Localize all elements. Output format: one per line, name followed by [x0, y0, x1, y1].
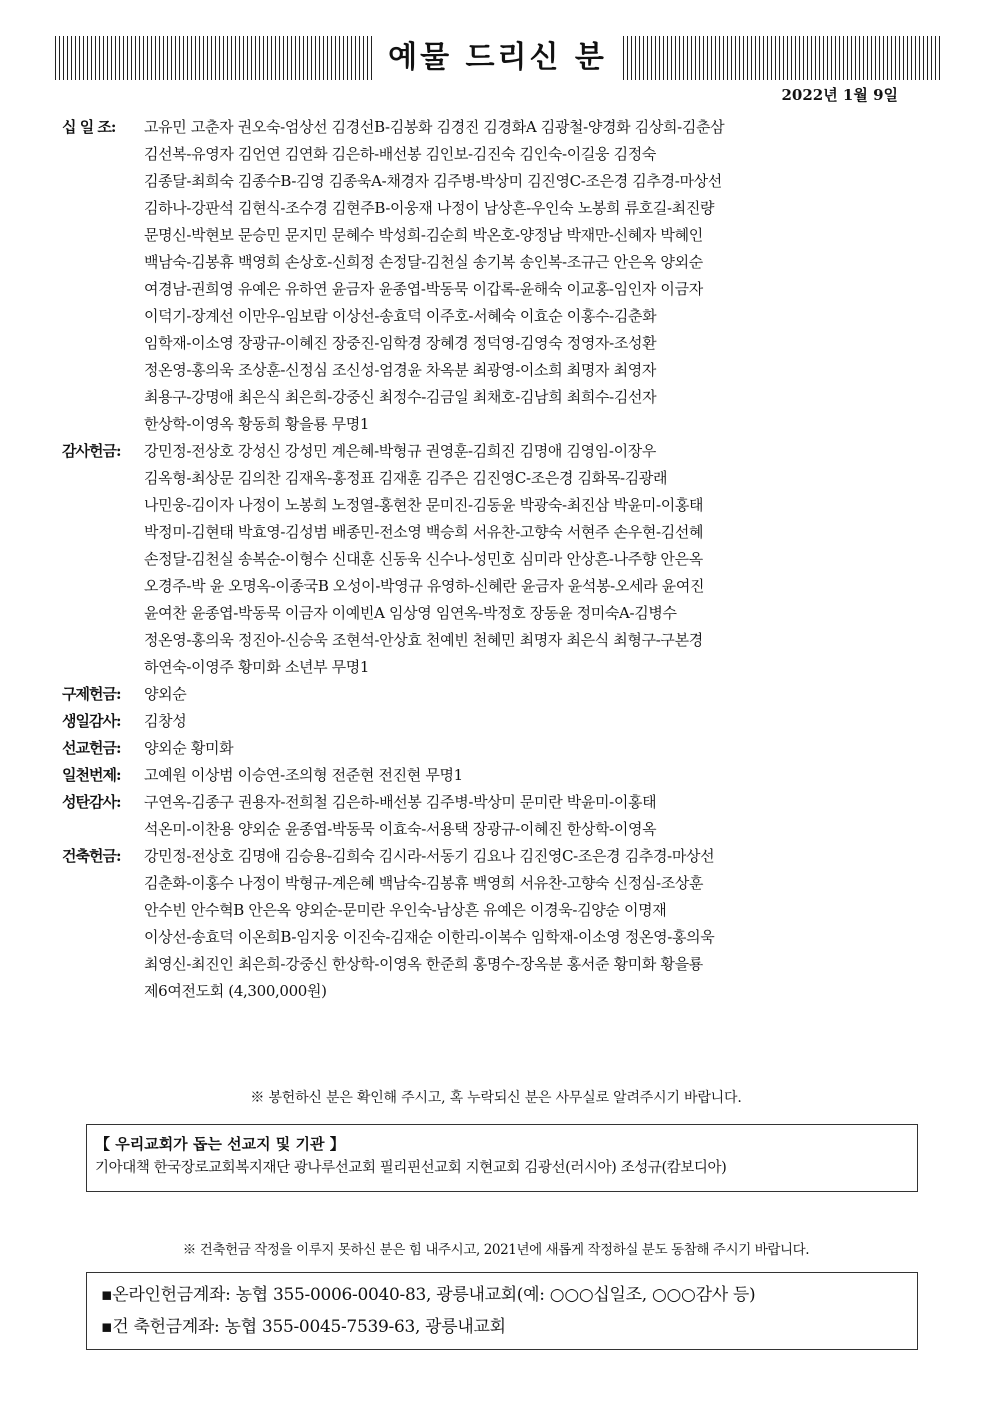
donor-line: 구연옥-김종구 권용자-전희철 김은하-배선봉 김주병-박상미 문미란 박윤미-이홍태 [144, 793, 657, 811]
donor-line: 오경주-박 윤 오명옥-이종국B 오성이-박영규 유영하-신혜란 윤금자 윤석봉-오세라 윤여진 [144, 577, 705, 595]
title-banner [55, 36, 940, 80]
donor-line: 고유민 고춘자 권오숙-엄상선 김경선B-김봉화 김경진 김경화A 김광철-양경화 김상희-김춘삼 [144, 118, 725, 136]
online-account: ▪온라인헌금계좌: 농협 355-0006-0040-83, 광릉내교회(예: ○○○십일조, ○○○감사 등) [101, 1285, 756, 1305]
donor-line: 강민정-전상호 강성신 강성민 계은혜-박형규 권영훈-김희진 김명애 김영임-이장우 [144, 442, 657, 460]
section-names [144, 708, 942, 735]
building-notice: ※ 건축헌금 작정을 이루지 못하신 분은 힘 내주시고, 2021년에 새롭게 작정하실 분도 동참해 주시기 바랍니다. [182, 1242, 810, 1258]
donor-line: 윤여찬 윤종엽-박동묵 이금자 이예빈A 임상영 임연옥-박정호 장동윤 정미숙A-김병수 [144, 604, 677, 622]
page-title: 예물 드리신 분 [374, 36, 621, 80]
section-names [144, 114, 942, 438]
offering-list [62, 114, 942, 1005]
donor-line: 백남숙-김봉휴 백영희 손상호-신희정 손정달-김천실 송기복 송인복-조규근 안은옥 양외순 [144, 253, 703, 271]
mission-box [86, 1124, 918, 1192]
donor-line: 이상선-송효덕 이온희B-임지웅 이진숙-김재순 이한리-이복수 임학재-이소영 정온영-홍의욱 [144, 928, 715, 946]
section-category: 생일감사: [62, 712, 121, 730]
section-category: 성탄감사: [62, 793, 121, 811]
offering-section [62, 843, 942, 1005]
donor-line: 임학재-이소영 장광규-이혜진 장중진-임학경 장혜경 정덕영-김영숙 정영자-조성환 [144, 334, 657, 352]
section-category: 일천번제: [62, 766, 121, 784]
donor-line: 정온영-홍의욱 정진아-신승욱 조현석-안상효 천예빈 천혜민 최명자 최은식 최형구-구본경 [144, 631, 703, 649]
section-category: 선교헌금: [62, 739, 121, 757]
donor-line: 최영신-최진인 최은희-강중신 한상학-이영옥 한준희 홍명수-장옥분 홍서준 황미화 황을룡 [144, 955, 703, 973]
section-names [144, 735, 942, 762]
section-category: 건축헌금: [62, 847, 121, 865]
section-category: 구제헌금: [62, 685, 121, 703]
donor-line: 강민정-전상호 김명애 김승용-김희숙 김시라-서동기 김요나 김진영C-조은경 김추경-마상선 [144, 847, 715, 865]
section-names [144, 681, 942, 708]
offering-section [62, 681, 942, 708]
donor-line: 석온미-이찬용 양외순 윤종엽-박동묵 이효숙-서용택 장광규-이혜진 한상학-이영옥 [144, 820, 657, 838]
offering-section [62, 438, 942, 681]
donor-line: 김종달-최희숙 김종수B-김영 김종욱A-채경자 김주병-박상미 김진영C-조은경 김추경-마상선 [144, 172, 722, 190]
donor-line: 이덕기-장계선 이만우-임보람 이상선-송효덕 이주호-서혜숙 이효순 이홍수-김춘화 [144, 307, 657, 325]
donor-line: 정온영-홍의욱 조상훈-신정심 조신성-엄경윤 차옥분 최광영-이소희 최명자 최영자 [144, 361, 657, 379]
donor-line: 한상학-이영옥 황동희 황을룡 무명1 [144, 415, 370, 433]
offering-section [62, 708, 942, 735]
donor-line: 제6여전도회 (4,300,000원) [144, 982, 327, 1000]
donor-line: 최용구-강명애 최은식 최은희-강중신 최정수-김금일 최채호-김남희 최희수-김선자 [144, 388, 657, 406]
donor-line: 김춘화-이홍수 나정이 박형규-계은혜 백남숙-김봉휴 백영희 서유찬-고향숙 신정심-조상훈 [144, 874, 704, 892]
building-account: ▪건 축헌금계좌: 농협 355-0045-7539-63, 광릉내교회 [101, 1317, 506, 1337]
section-names [144, 789, 942, 843]
donor-line: 박정미-김현태 박효영-김성범 배종민-전소영 백승희 서유찬-고향숙 서현주 손우현-김선혜 [144, 523, 704, 541]
donor-line: 문명신-박현보 문승민 문지민 문혜수 박성희-김순희 박온호-양정남 박재만-신혜자 박혜인 [144, 226, 703, 244]
donor-line: 김하나-강판석 김현식-조수경 김현주B-이웅재 나정이 남상흔-우인숙 노봉희 류호길-최진량 [144, 199, 715, 217]
confirm-notice: ※ 봉헌하신 분은 확인해 주시고, 혹 누락되신 분은 사무실로 알려주시기 바랍니다. [250, 1090, 742, 1106]
donor-line: 김선복-유영자 김언연 김연화 김은하-배선봉 김인보-김진숙 김인숙-이길웅 김정숙 [144, 145, 657, 163]
section-category: 십 일 조: [62, 118, 116, 136]
donor-line: 여경남-권희영 유예은 유하연 윤금자 윤종엽-박동묵 이갑록-윤해숙 이교홍-임인자 이금자 [144, 280, 703, 298]
donor-line: 양외순 [144, 685, 187, 703]
donor-line: 김옥형-최상문 김의찬 김재옥-홍정표 김재훈 김주은 김진영C-조은경 김화목-김광래 [144, 469, 668, 487]
section-category: 감사헌금: [62, 442, 121, 460]
offering-section [62, 735, 942, 762]
section-names [144, 438, 942, 681]
donor-line: 손정달-김천실 송복순-이형수 신대훈 신동욱 신수나-성민호 심미라 안상흔-나주향 안은옥 [144, 550, 703, 568]
offering-section [62, 762, 942, 789]
section-names [144, 843, 942, 1005]
account-box [86, 1272, 918, 1350]
donor-line: 양외순 황미화 [144, 739, 234, 757]
donor-line: 하연숙-이영주 황미화 소년부 무명1 [144, 658, 370, 676]
mission-box-title: 【 우리교회가 돕는 선교지 및 기관 】 [95, 1135, 345, 1153]
mission-box-text: 기아대책 한국장로교회복지재단 광나루선교회 필리핀선교회 지현교회 김광선(러시아) 조성규(캄보디아) [95, 1160, 727, 1176]
donor-line: 안수빈 안수혁B 안은옥 양외순-문미란 우인숙-남상흔 유예은 이경욱-김양순 이명재 [144, 901, 667, 919]
offering-section [62, 789, 942, 843]
donor-line: 고예원 이상범 이승연-조의형 전준현 전진현 무명1 [144, 766, 463, 784]
donor-line: 김창성 [144, 712, 187, 730]
section-names [144, 762, 942, 789]
donor-line: 나민웅-김이자 나정이 노봉희 노정열-홍현찬 문미진-김동윤 박광숙-최진삼 박윤미-이홍태 [144, 496, 704, 514]
offering-section [62, 114, 942, 438]
date-label: 2022년 1월 9일 [781, 86, 898, 104]
